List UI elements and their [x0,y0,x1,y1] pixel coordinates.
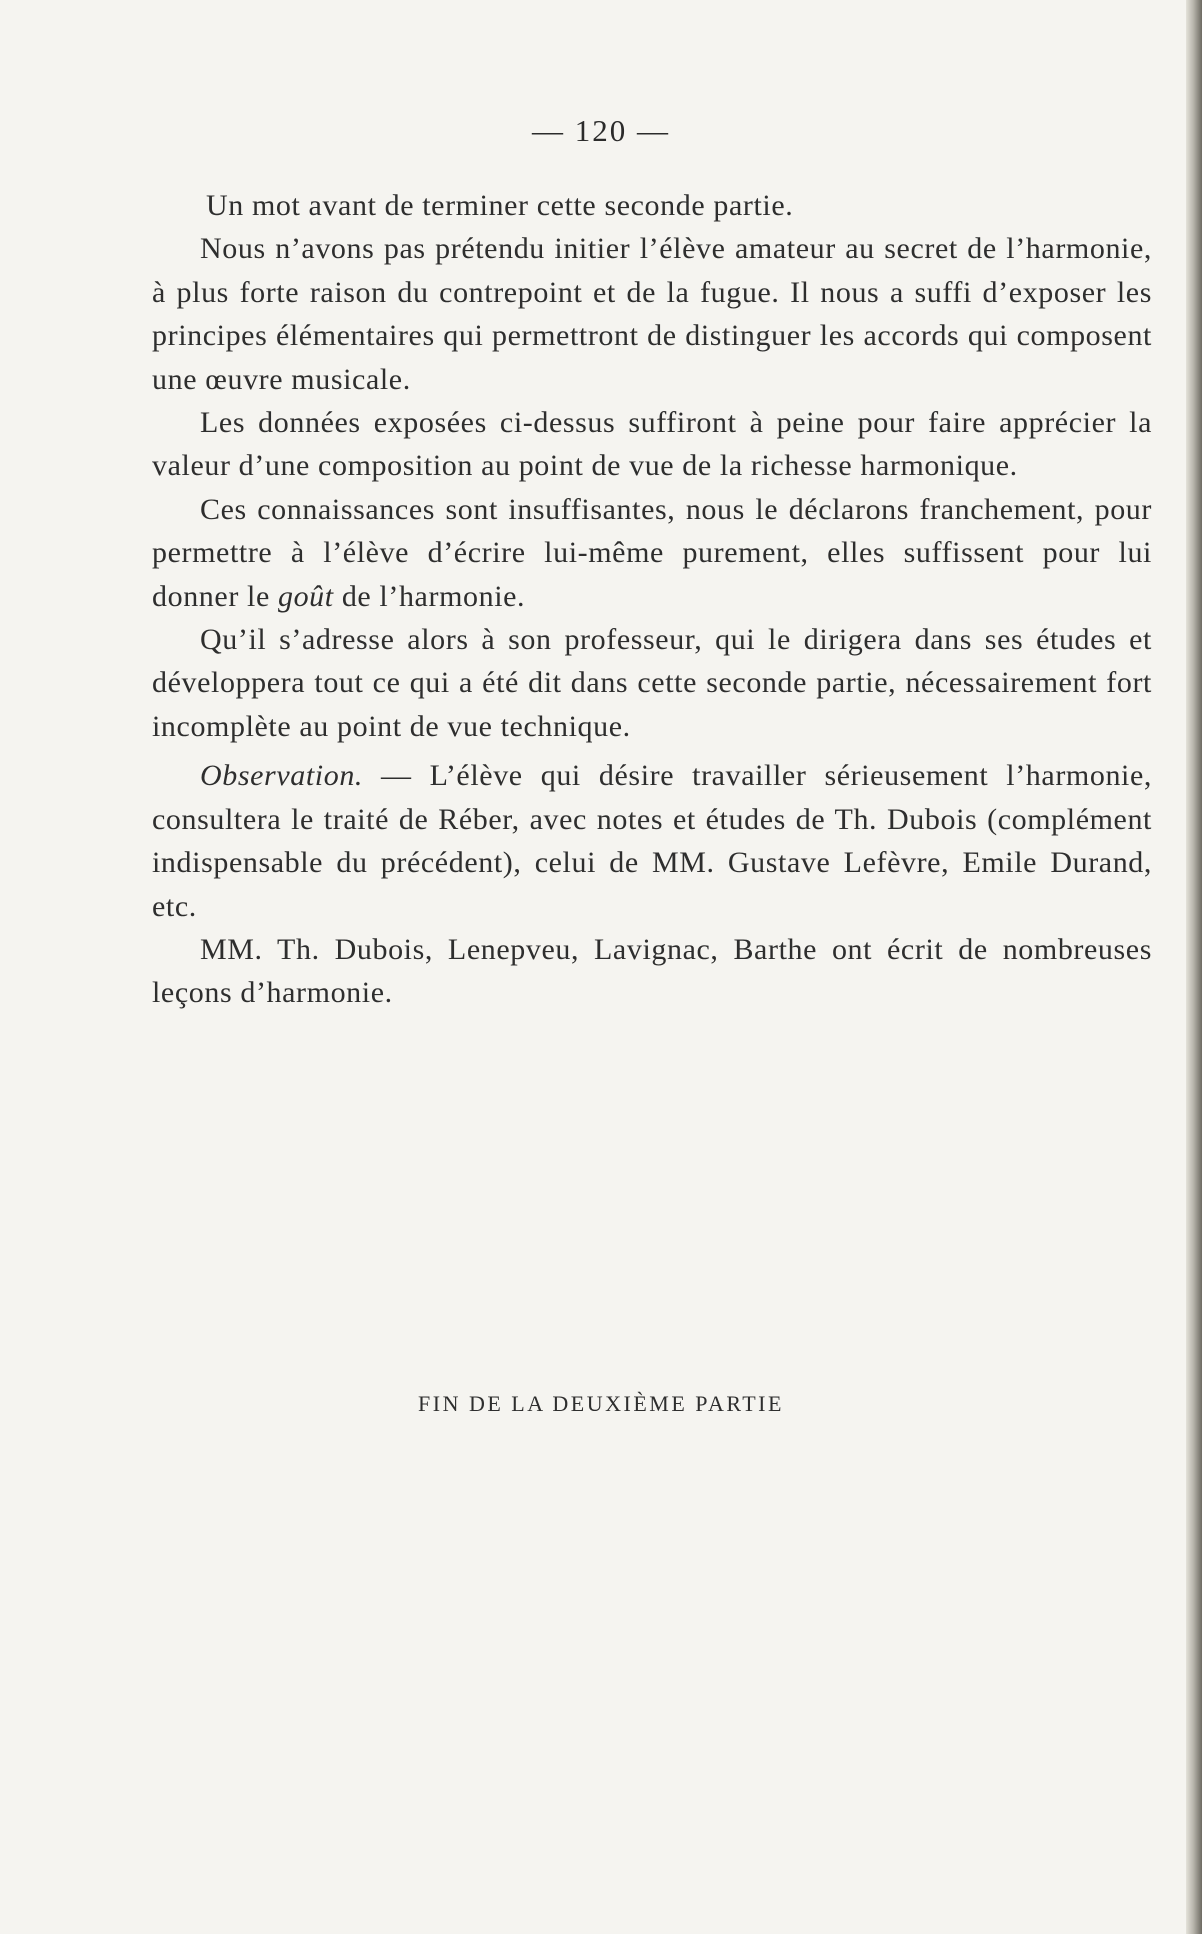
paragraph-7: MM. Th. Dubois, Lenepveu, Lavignac, Barthe ont écrit de nombreuses leçons d’harmonie. [152,932,1152,1010]
page-number: — 120 — [532,113,670,148]
observation-text: — L’élève qui désire travailler sérieusement l’harmonie, consultera le traité de Réber, avec notes et études de Th. Dubois (complément indispensable du précédent), celui de MM. Gustave Lefèvre, Emile Durand, etc. [152,759,1152,923]
paragraph-3: Les données exposées ci-dessus suffiront à peine pour faire apprécier la valeur d’une composition au point de vue de la richesse harmonique. [152,406,1152,483]
paragraph-2: Nous n’avons pas prétendu initier l’élève amateur au secret de l’harmonie, à plus forte raison du contrepoint et de la fugue. Il nous a suffi d’exposer les principes élémentaires qui permettront de distinguer les accords qui composent une œuvre musicale. [152,232,1152,396]
section-end-heading: FIN DE LA DEUXIÈME PARTIE [418,1391,784,1416]
paragraph-4-text-b: de l’harmonie. [333,579,526,613]
paragraph-4 [152,488,1152,618]
paragraph-4-italic: goût [277,579,334,613]
observation-label: Observation. [200,759,364,793]
body-text [152,184,1152,1015]
paragraph-1: Un mot avant de terminer cette seconde partie. [206,189,794,222]
page-spine-edge [1186,0,1202,1934]
paragraph-4-text-a: Ces connaissances sont insuffisantes, nous le déclarons franchement, pour permettre à l’élève d’écrire lui-même purement, elles suffissent pour lui donner le [152,492,1152,613]
observation-paragraph [152,754,1152,928]
paragraph-5: Qu’il s’adresse alors à son professeur, qui le dirigera dans ses études et développera tout ce qui a été dit dans cette seconde partie, nécessairement fort incomplète au point de vue technique. [152,623,1152,743]
